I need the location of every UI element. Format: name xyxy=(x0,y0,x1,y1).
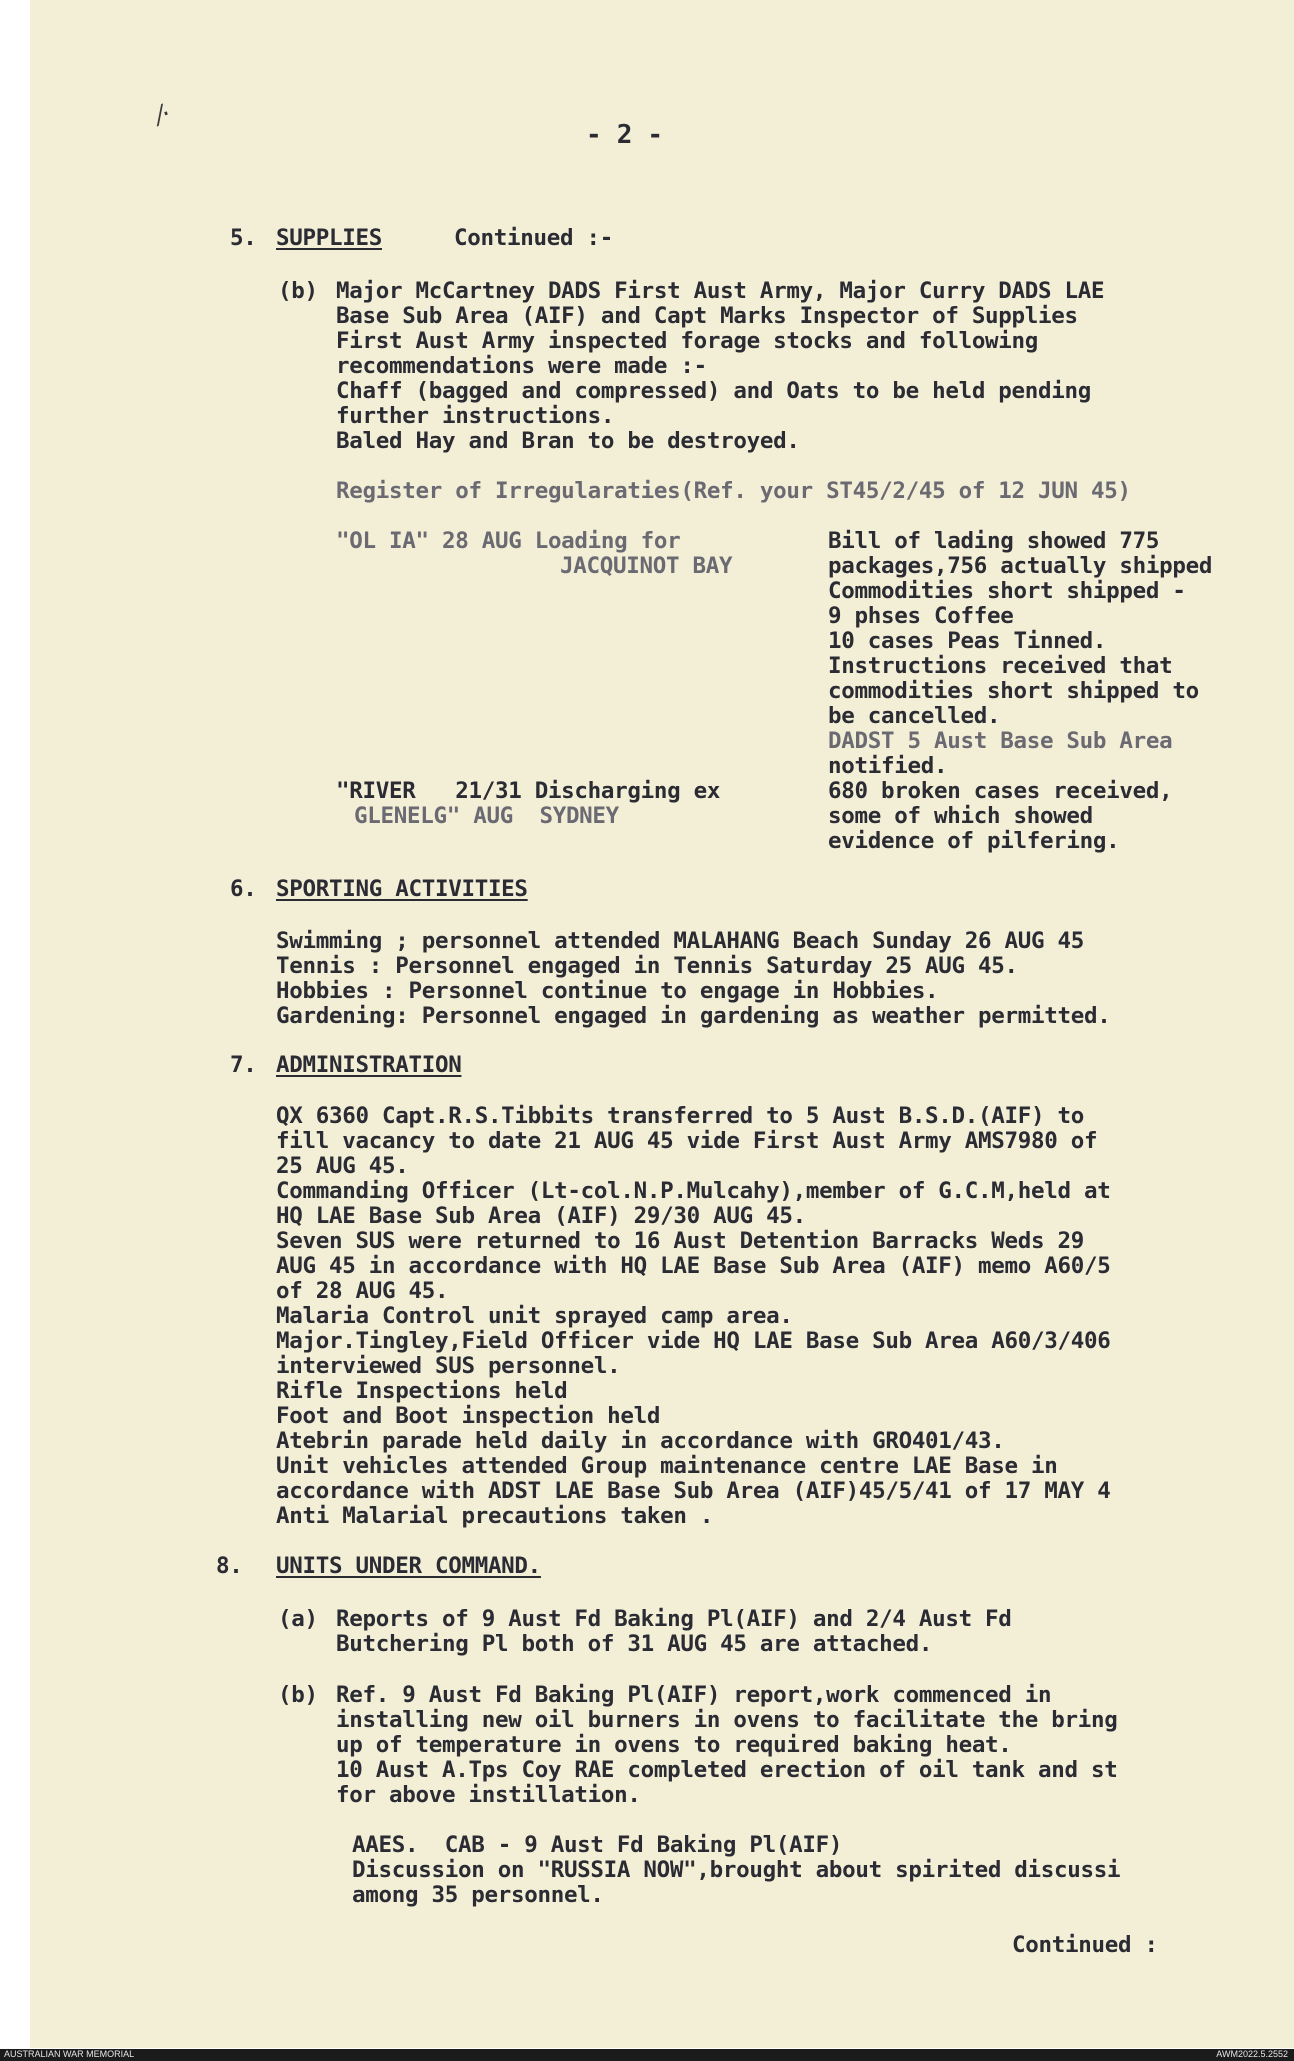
section-8-number: 8. xyxy=(216,1553,243,1579)
register-entry-1-note: DADST 5 Aust Base Sub Area xyxy=(828,728,1173,754)
text-line: Commanding Officer (Lt-col.N.P.Mulcahy),member of G.C.M,held at xyxy=(276,1178,1111,1204)
text-line: up of temperature in ovens to required baking heat. xyxy=(336,1732,1012,1758)
text-line: Butchering Pl both of 31 AUG 45 are attached. xyxy=(336,1631,933,1657)
pencil-mark: ⁄· xyxy=(153,98,176,132)
text-line: of 28 AUG 45. xyxy=(276,1278,449,1304)
register-entry-1-note: notified. xyxy=(828,753,948,779)
text-line: among 35 personnel. xyxy=(352,1882,604,1908)
text-line: Malaria Control unit sprayed camp area. xyxy=(276,1303,793,1329)
item-b-label: (b) xyxy=(278,1682,318,1708)
register-entry-1-note: Instructions received that xyxy=(828,653,1173,679)
section-6-number: 6. xyxy=(230,876,257,902)
text-line: Seven SUS were returned to 16 Aust Detention Barracks Weds 29 xyxy=(276,1228,1085,1254)
register-entry-2-vessel: "RIVER 21/31 Discharging ex xyxy=(336,778,721,804)
text-line: Atebrin parade held daily in accordance with GRO401/43. xyxy=(276,1428,1005,1454)
text-line: AAES. CAB - 9 Aust Fd Baking Pl(AIF) xyxy=(352,1832,843,1858)
register-entry-2-dest: GLENELG" AUG SYDNEY xyxy=(354,803,619,829)
text-line: for above instillation. xyxy=(336,1782,641,1808)
register-entry-1-note: Bill of lading showed 775 xyxy=(828,528,1160,554)
register-entry-1-note: packages,756 actually shipped xyxy=(828,553,1213,579)
register-entry-2-note: 680 broken cases received, xyxy=(828,778,1173,804)
text-line: Swimming ; personnel attended MALAHANG Beach Sunday 26 AUG 45 xyxy=(276,928,1085,954)
text-line: 25 AUG 45. xyxy=(276,1153,409,1179)
text-line: Discussion on "RUSSIA NOW",brought about spirited discussi xyxy=(352,1857,1121,1883)
section-5-heading: SUPPLIES xyxy=(276,225,382,251)
text-line: Baled Hay and Bran to be destroyed. xyxy=(336,428,800,454)
page-number: - 2 - xyxy=(586,120,663,150)
register-entry-1-note: 9 phses Coffee xyxy=(828,603,1014,629)
text-line: Major.Tingley,Field Officer vide HQ LAE Base Sub Area A60/3/406 xyxy=(276,1328,1111,1354)
footer-source: AUSTRALIAN WAR MEMORIAL xyxy=(4,2049,135,2059)
text-line: further instructions. xyxy=(336,403,615,429)
text-line: recommendations were made :- xyxy=(336,353,707,379)
register-entry-1-vessel: "OL IA" 28 AUG Loading for xyxy=(336,528,681,554)
register-heading: Register of Irregularaties(Ref. your ST45/2/45 of 12 JUN 45) xyxy=(336,478,1131,504)
text-line: Anti Malarial precautions taken . xyxy=(276,1503,714,1529)
item-b-label: (b) xyxy=(278,278,318,304)
register-entry-1-note: 10 cases Peas Tinned. xyxy=(828,628,1107,654)
section-7-number: 7. xyxy=(230,1052,257,1078)
text-line: Base Sub Area (AIF) and Capt Marks Inspector of Supplies xyxy=(336,303,1078,329)
text-line: installing new oil burners in ovens to facilitate the bring xyxy=(336,1707,1118,1733)
text-line: 10 Aust A.Tps Coy RAE completed erection of oil tank and st xyxy=(336,1757,1118,1783)
text-line: AUG 45 in accordance with HQ LAE Base Sub Area (AIF) memo A60/5 xyxy=(276,1253,1111,1279)
text-line: fill vacancy to date 21 AUG 45 vide First Aust Army AMS7980 of xyxy=(276,1128,1098,1154)
footer-reference: AWM2022.5.2552 xyxy=(1216,2049,1288,2059)
register-entry-1-note: Commodities short shipped - xyxy=(828,578,1186,604)
text-line: Rifle Inspections held xyxy=(276,1378,568,1404)
text-line: Reports of 9 Aust Fd Baking Pl(AIF) and 2/4 Aust Fd xyxy=(336,1606,1012,1632)
text-line: Major McCartney DADS First Aust Army, Major Curry DADS LAE xyxy=(336,278,1105,304)
section-6-heading: SPORTING ACTIVITIES xyxy=(276,876,528,902)
continued-note: Continued : xyxy=(1012,1932,1158,1958)
text-line: accordance with ADST LAE Base Sub Area (AIF)45/5/41 of 17 MAY 4 xyxy=(276,1478,1111,1504)
register-entry-2-note: some of which showed xyxy=(828,803,1093,829)
text-line: Foot and Boot inspection held xyxy=(276,1403,661,1429)
archive-footer xyxy=(0,2049,1294,2061)
section-5-number: 5. xyxy=(230,225,257,251)
text-line: Gardening: Personnel engaged in gardening as weather permitted. xyxy=(276,1003,1111,1029)
text-line: Tennis : Personnel engaged in Tennis Saturday 25 AUG 45. xyxy=(276,953,1018,979)
text-line: interviewed SUS personnel. xyxy=(276,1353,621,1379)
text-line: HQ LAE Base Sub Area (AIF) 29/30 AUG 45. xyxy=(276,1203,806,1229)
register-entry-1-note: commodities short shipped to xyxy=(828,678,1199,704)
text-line: Ref. 9 Aust Fd Baking Pl(AIF) report,work commenced in xyxy=(336,1682,1052,1708)
text-line: QX 6360 Capt.R.S.Tibbits transferred to 5 Aust B.S.D.(AIF) to xyxy=(276,1103,1085,1129)
register-entry-1-dest: JACQUINOT BAY xyxy=(560,553,733,579)
text-line: Hobbies : Personnel continue to engage in Hobbies. xyxy=(276,978,939,1004)
section-7-heading: ADMINISTRATION xyxy=(276,1052,462,1078)
section-5-continued: Continued :- xyxy=(454,225,613,251)
text-line: First Aust Army inspected forage stocks and following xyxy=(336,328,1039,354)
register-entry-1-note: be cancelled. xyxy=(828,703,1001,729)
register-entry-2-note: evidence of pilfering. xyxy=(828,828,1120,854)
item-a-label: (a) xyxy=(278,1606,318,1632)
text-line: Unit vehicles attended Group maintenance centre LAE Base in xyxy=(276,1453,1058,1479)
section-8-heading: UNITS UNDER COMMAND. xyxy=(276,1553,541,1579)
text-line: Chaff (bagged and compressed) and Oats to be held pending xyxy=(336,378,1092,404)
